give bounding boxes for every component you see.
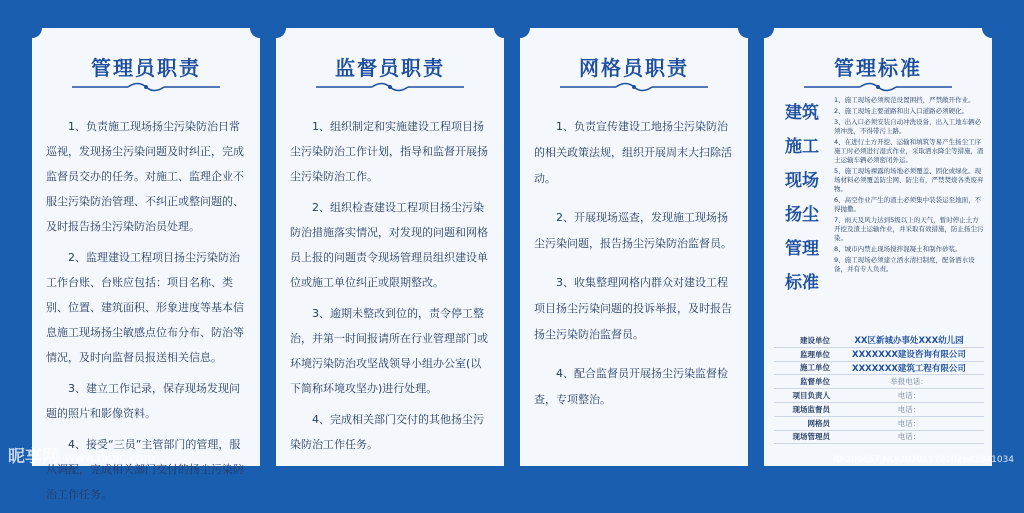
standard-item: 3、出入口必须安装自动冲洗设备，出入工地车辆必须冲洗，不得带污上路。 xyxy=(834,118,982,135)
info-row xyxy=(774,431,984,445)
standard-item: 1、施工现场必须规范设置围挡，严禁敞开作业。 xyxy=(834,96,975,104)
info-row xyxy=(774,362,984,376)
duty-item: 1、负责宣传建设工地扬尘污染防治的相关政策法规，组织开展周末大扫除活动。 xyxy=(534,120,732,185)
panel-grid-officer-duties xyxy=(520,28,748,466)
info-row xyxy=(774,348,984,362)
vertical-heading-line: 管理 xyxy=(785,239,819,259)
standard-item: 6、高空作业产生的渣土必须集中装袋运至地面，不得抛撒。 xyxy=(834,196,982,213)
watermark-url: www.nipic.com xyxy=(65,451,156,465)
info-label: 建设单位 xyxy=(800,335,830,345)
vertical-heading-line: 扬尘 xyxy=(785,205,819,225)
standard-item: 2、施工现场主要道路和出入口道路必须硬化。 xyxy=(834,107,969,115)
panel-body xyxy=(290,114,490,463)
vertical-heading-line: 标准 xyxy=(785,273,819,293)
duty-item: 1、负责施工现场扬尘污染防治日常巡视，发现扬尘污染问题及时纠正，完成监督员交办的任务。对施工、监理企业不服尘污染防治管理、不纠正或整问题的、及时报告扬尘污染防治员处理。 xyxy=(46,120,244,233)
duty-item: 3、逾期未整改到位的，责令停工整治，并第一时间报请所在行业管理部门或环境污染防治攻坚战领导小组办公室(以下简称环境攻坚办)进行处理。 xyxy=(290,307,488,395)
duty-item: 2、开展现场巡查，发现施工现场扬尘污染问题，报告扬尘污染防治监督员。 xyxy=(534,211,732,250)
duty-item: 1、组织制定和实施建设工程项目扬尘污染防治工作计划，指导和监督开展扬尘污染防治工作。 xyxy=(290,120,488,183)
panel-title: 管理标准 xyxy=(834,56,922,80)
info-row xyxy=(774,375,984,389)
info-value: 电话： xyxy=(897,418,921,428)
duty-item: 2、监理建设工程项目扬尘污染防治工作台账、台账应包括：项目名称、类别、位置、建筑面积、形象进度等基本信息施工现场扬尘敏感点位布分布、防治等情况，及时向监督员报送相关信息。 xyxy=(46,251,244,364)
info-value: XXXXXXX建筑工程有限公司 xyxy=(852,363,966,374)
vertical-heading-line: 施工 xyxy=(785,137,819,157)
standard-item: 7、雨天及风力达到5级以上的天气，暂时停止土方开挖及渣土运输作业，并采取有效措施，防止扬尘污染。 xyxy=(834,216,984,242)
panel-title: 管理员职责 xyxy=(91,56,201,80)
info-value: XX区新城办事处XXX幼儿园 xyxy=(854,336,964,347)
panel-manager-duties xyxy=(32,28,260,501)
info-label: 现场管理员 xyxy=(792,432,830,442)
info-label: 监督单位 xyxy=(800,377,830,387)
duty-item: 4、配合监督员开展扬尘污染监督检查，专项整治。 xyxy=(534,367,728,406)
vertical-heading-line: 现场 xyxy=(785,171,819,191)
panel-body xyxy=(534,114,734,426)
info-value: XXXXXXX建设咨询有限公司 xyxy=(852,350,966,361)
panel-management-standard xyxy=(764,28,992,466)
title-ornament xyxy=(68,80,224,94)
info-value: 举报电话： xyxy=(890,377,928,387)
panel-supervisor-duties xyxy=(276,28,504,466)
vertical-heading xyxy=(776,96,828,300)
info-label: 项目负责人 xyxy=(792,391,830,401)
standard-list xyxy=(834,96,984,276)
duty-item: 3、收集整理网格内群众对建设工程项目扬尘污染问题的投诉举报，及时报告扬尘污染防治监督员。 xyxy=(534,276,732,341)
duty-item: 4、接受“三员”主管部门的管理，服从调配，完成相关部门交付的扬尘污染防治工作任务。 xyxy=(46,438,244,501)
duty-item: 3、建立工作记录，保存现场发现问题的照片和影像资料。 xyxy=(46,382,240,420)
watermark xyxy=(8,442,155,467)
standard-item: 9、施工现场必须建立洒水清扫制度，配备洒水设备，并有专人负责。 xyxy=(834,256,975,273)
info-row xyxy=(774,389,984,403)
info-value: 电话： xyxy=(897,432,921,442)
info-row xyxy=(774,334,984,348)
standard-item: 5、施工现场裸露的场地必须覆盖、固化或绿化。现场材料必须覆盖防尘网、防尘布，严禁焚烧各类废弃物。 xyxy=(834,167,984,193)
panel-title: 网格员职责 xyxy=(579,56,689,80)
image-id-label: ID:209657 NO:20201112102643841034 xyxy=(832,455,1014,465)
info-value: 电话： xyxy=(897,391,921,401)
vertical-heading-line: 建筑 xyxy=(785,103,819,123)
info-label: 施工单位 xyxy=(800,363,830,373)
title-ornament xyxy=(800,80,956,94)
info-value: 电话： xyxy=(897,404,921,414)
standard-item: 8、城市内禁止现场搅拌混凝土和制作砂浆。 xyxy=(834,245,962,253)
watermark-logo: 昵享网 xyxy=(8,447,59,467)
info-label: 现场监督员 xyxy=(792,404,830,414)
standard-item: 4、在进行土方开挖、运输和填筑等易产生扬尘工序施工时必须进行湿式作业，采取洒水降尘等措施，渣土运输车辆必须密闭外运。 xyxy=(834,138,984,164)
duty-item: 4、完成相关部门交付的其他扬尘污染防治工作任务。 xyxy=(290,413,484,451)
project-info-table xyxy=(774,334,984,444)
info-label: 网格员 xyxy=(807,418,830,428)
info-row xyxy=(774,417,984,431)
info-label: 监理单位 xyxy=(800,349,830,359)
panel-title: 监督员职责 xyxy=(335,56,445,80)
title-ornament xyxy=(556,80,712,94)
duty-item: 2、组织检查建设工程项目扬尘污染防治措施落实情况，对发现的问题和网格员上报的问题责令现场管理员组织建设单位或施工单位纠正或限期整改。 xyxy=(290,201,488,289)
info-row xyxy=(774,403,984,417)
title-ornament xyxy=(312,80,468,94)
